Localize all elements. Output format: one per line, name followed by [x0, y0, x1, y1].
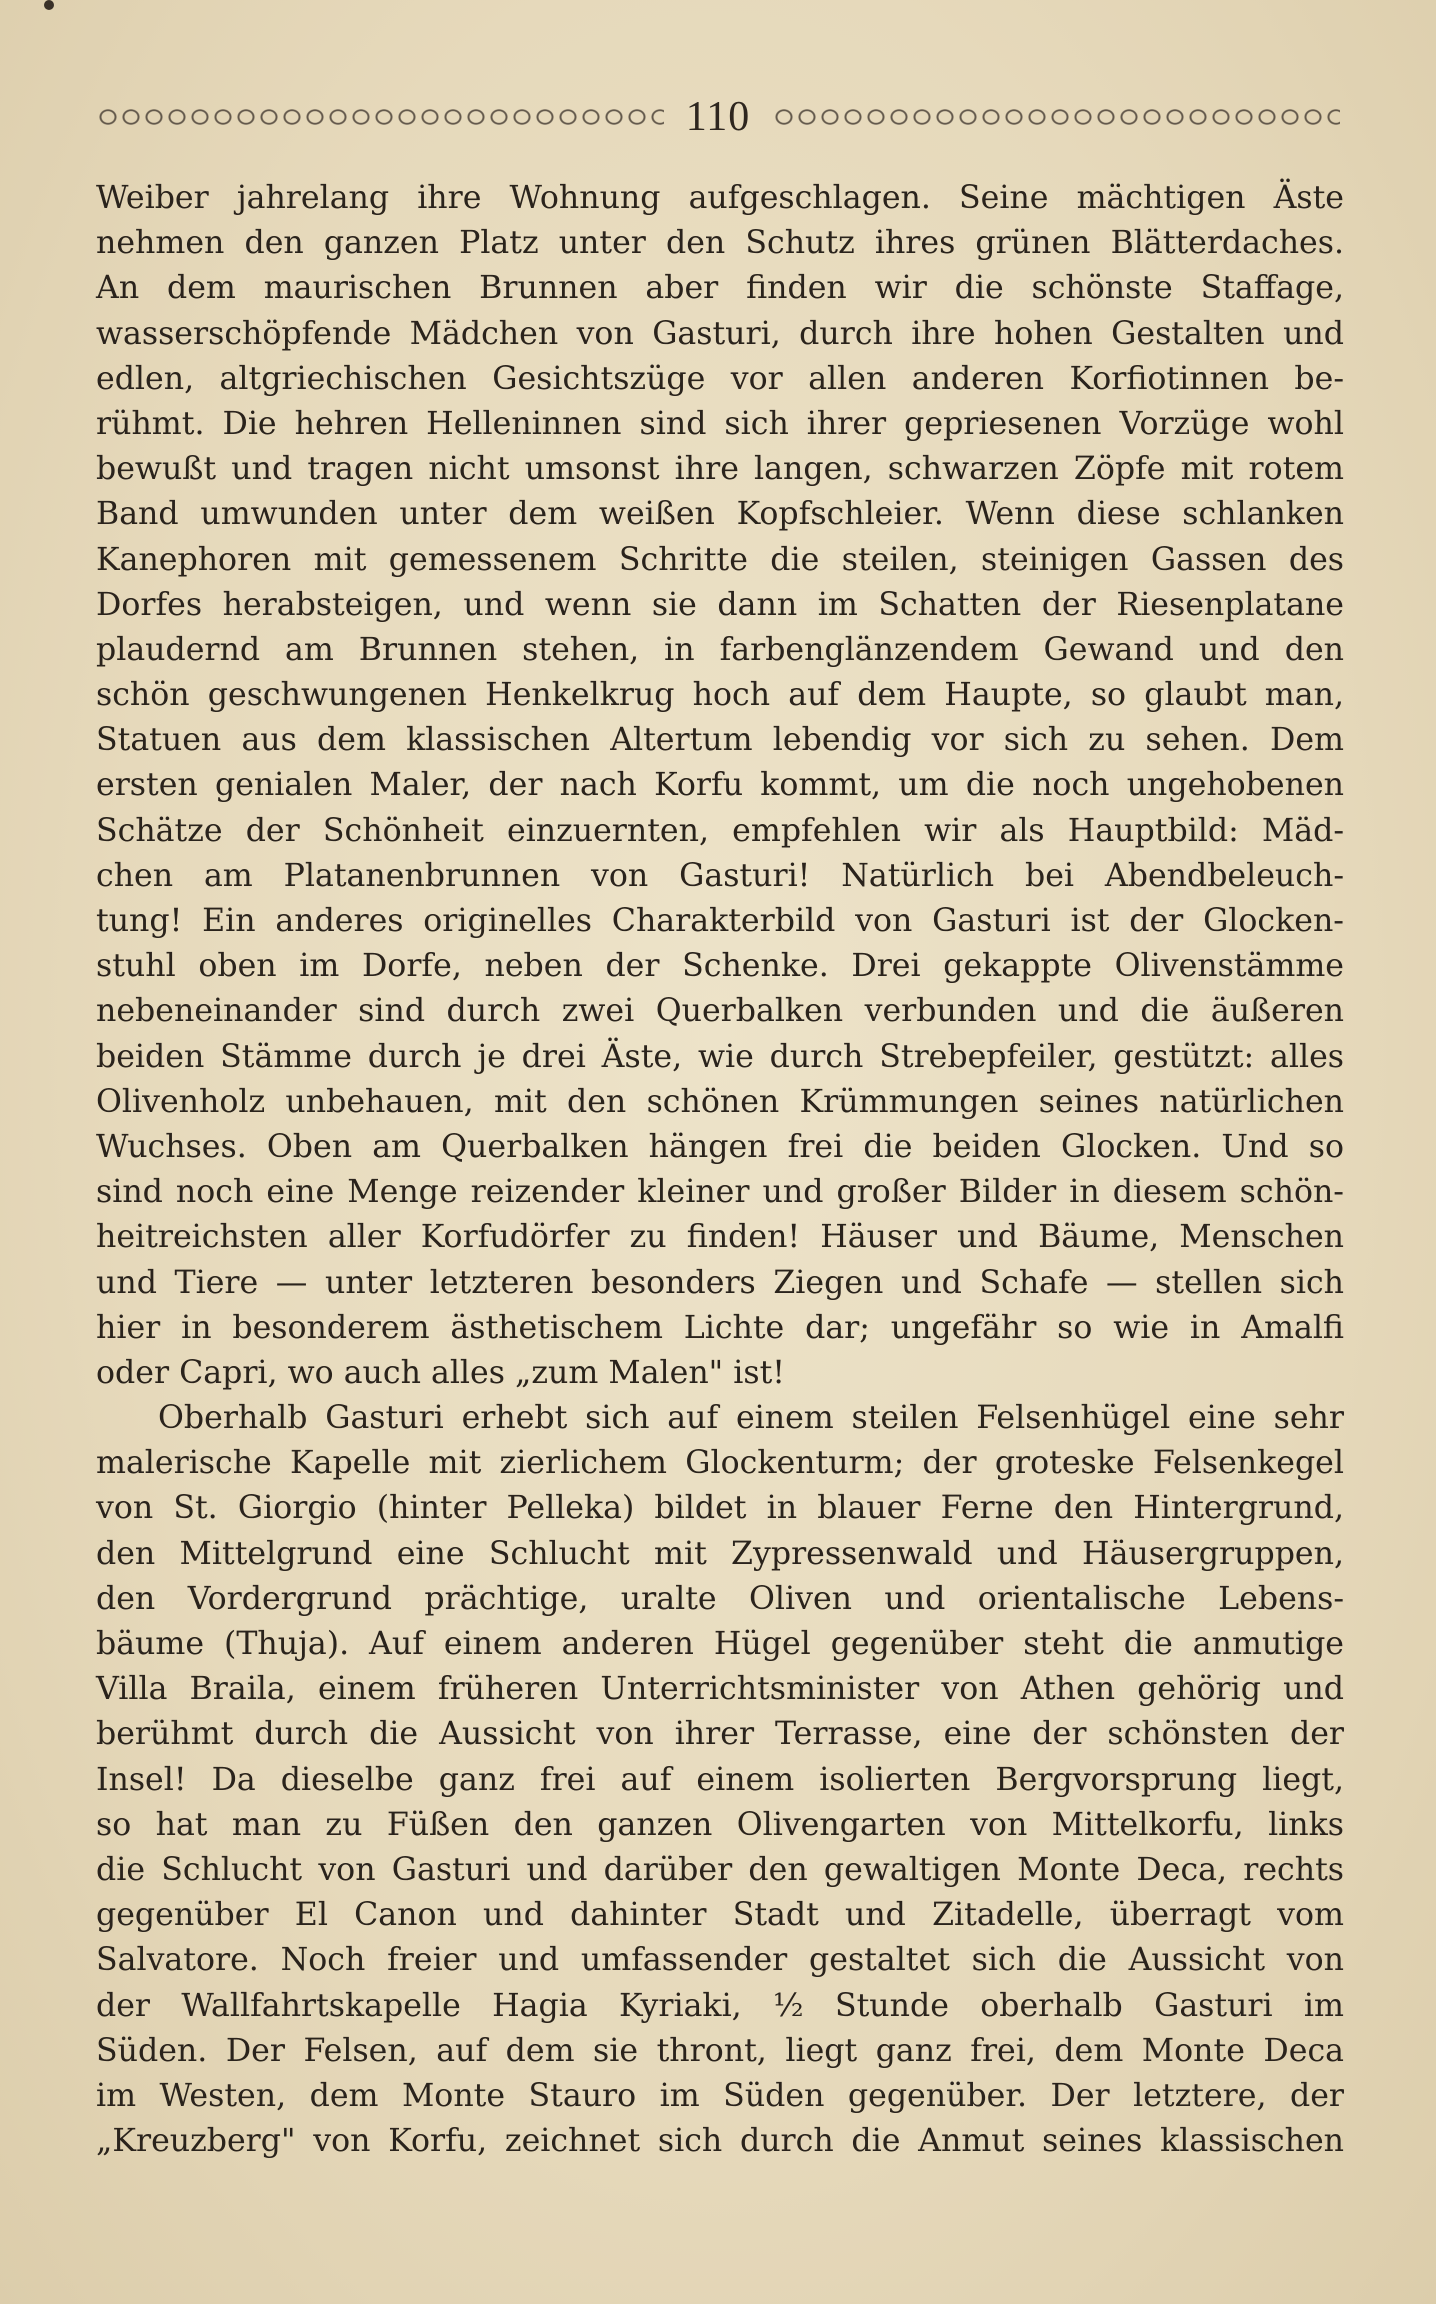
text-line: im Westen, dem Monte Stauro im Süden gegenüber. Der letztere, der — [96, 2077, 1344, 2114]
text-line: schön geschwungenen Henkelkrug hoch auf dem Haupte, so glaubt man, — [96, 677, 1344, 714]
text-line: Insel! Da dieselbe ganz frei auf einem isolierten Bergvorsprung liegt, — [96, 1761, 1344, 1798]
page-header — [96, 92, 1340, 142]
text-line: Oberhalb Gasturi erhebt sich auf einem steilen Felsenhügel eine sehr — [158, 1400, 1344, 1437]
text-line: gegenüber El Canon und dahinter Stadt und Zitadelle, überragt vom — [96, 1897, 1344, 1934]
text-line: von St. Giorgio (hinter Pelleka) bildet in blauer Ferne den Hintergrund, — [96, 1490, 1344, 1527]
text-line: stuhl oben im Dorfe, neben der Schenke. Drei gekappte Olivenstämme — [96, 948, 1344, 985]
text-line: hier in besonderem ästhetischem Lichte dar; ungefähr so wie in Amalfi — [96, 1309, 1344, 1346]
text-line: berühmt durch die Aussicht von ihrer Terrasse, eine der schönsten der — [96, 1716, 1344, 1753]
text-line: Weiber jahrelang ihre Wohnung aufgeschlagen. Seine mächtigen Äste — [96, 180, 1344, 216]
text-line: edlen, altgriechischen Gesichtszüge vor allen anderen Korfiotinnen be- — [96, 360, 1344, 397]
text-line: plaudernd am Brunnen stehen, in farbenglänzendem Gewand und den — [96, 631, 1344, 668]
ink-speck — [44, 0, 54, 10]
text-line: die Schlucht von Gasturi und darüber den gewaltigen Monte Deca, rechts — [96, 1851, 1344, 1888]
text-line: oder Capri, wo auch alles „zum Malen" ist! — [96, 1354, 785, 1391]
text-line: Statuen aus dem klassischen Altertum lebendig vor sich zu sehen. Dem — [96, 722, 1344, 759]
text-line: wasserschöpfende Mädchen von Gasturi, durch ihre hohen Gestalten und — [96, 315, 1344, 352]
text-line: der Wallfahrtskapelle Hagia Kyriaki, ½ Stunde oberhalb Gasturi im — [96, 1987, 1344, 2024]
text-line: sind noch eine Menge reizender kleiner und großer Bilder in diesem schön- — [96, 1174, 1344, 1211]
text-line: chen am Platanenbrunnen von Gasturi! Natürlich bei Abendbeleuch- — [96, 857, 1344, 894]
text-line: bäume (Thuja). Auf einem anderen Hügel gegenüber steht die anmutige — [96, 1626, 1344, 1662]
text-line: Wuchses. Oben am Querbalken hängen frei die beiden Glocken. Und so — [96, 1128, 1344, 1165]
text-line: heitreichsten aller Korfudörfer zu finden! Häuser und Bäume, Menschen — [96, 1219, 1344, 1256]
text-line: Villa Braila, einem früheren Unterrichtsminister von Athen gehörig und — [96, 1671, 1344, 1708]
text-line: „Kreuzberg" von Korfu, zeichnet sich durch die Anmut seines klassischen — [96, 2123, 1344, 2160]
header-ornament-left — [96, 104, 664, 130]
text-line: den Vordergrund prächtige, uralte Oliven und orientalische Lebens- — [96, 1580, 1344, 1617]
text-line: so hat man zu Füßen den ganzen Olivengarten von Mittelkorfu, links — [96, 1806, 1344, 1843]
text-line: rühmt. Die hehren Helleninnen sind sich ihrer gepriesenen Vorzüge wohl — [96, 405, 1344, 442]
text-line: tung! Ein anderes originelles Charakterbild von Gasturi ist der Glocken- — [96, 903, 1344, 939]
text-line: den Mittelgrund eine Schlucht mit Zypressenwald und Häusergruppen, — [96, 1535, 1344, 1572]
text-line: Schätze der Schönheit einzuernten, empfehlen wir als Hauptbild: Mäd- — [96, 812, 1344, 849]
text-line: Süden. Der Felsen, auf dem sie thront, liegt ganz frei, dem Monte Deca — [96, 2032, 1344, 2069]
text-line: bewußt und tragen nicht umsonst ihre langen, schwarzen Zöpfe mit rotem — [96, 451, 1344, 488]
text-line: nebeneinander sind durch zwei Querbalken verbunden und die äußeren — [96, 993, 1344, 1030]
text-line: Kanephoren mit gemessenem Schritte die steilen, steinigen Gassen des — [96, 541, 1344, 578]
text-line: Salvatore. Noch freier und umfassender gestaltet sich die Aussicht von — [96, 1942, 1344, 1979]
text-line: beiden Stämme durch je drei Äste, wie durch Strebepfeiler, gestützt: alles — [96, 1038, 1344, 1075]
header-ornament-right — [772, 104, 1340, 130]
text-line: ersten genialen Maler, der nach Korfu kommt, um die noch ungehobenen — [96, 767, 1344, 804]
text-line: Olivenholz unbehauen, mit den schönen Krümmungen seines natürlichen — [96, 1083, 1344, 1120]
page-number: 110 — [685, 94, 751, 140]
text-line: nehmen den ganzen Platz unter den Schutz ihres grünen Blätterdaches. — [96, 225, 1344, 262]
text-line: Band umwunden unter dem weißen Kopfschleier. Wenn diese schlanken — [96, 496, 1344, 533]
body-text — [96, 176, 1344, 2164]
text-line: Dorfes herabsteigen, und wenn sie dann im Schatten der Riesenplatane — [96, 586, 1344, 623]
text-line: malerische Kapelle mit zierlichem Glockenturm; der groteske Felsenkegel — [96, 1445, 1344, 1482]
text-line: An dem maurischen Brunnen aber finden wir die schönste Staffage, — [96, 270, 1344, 307]
text-line: und Tiere — unter letzteren besonders Ziegen und Schafe — stellen sich — [96, 1264, 1344, 1301]
